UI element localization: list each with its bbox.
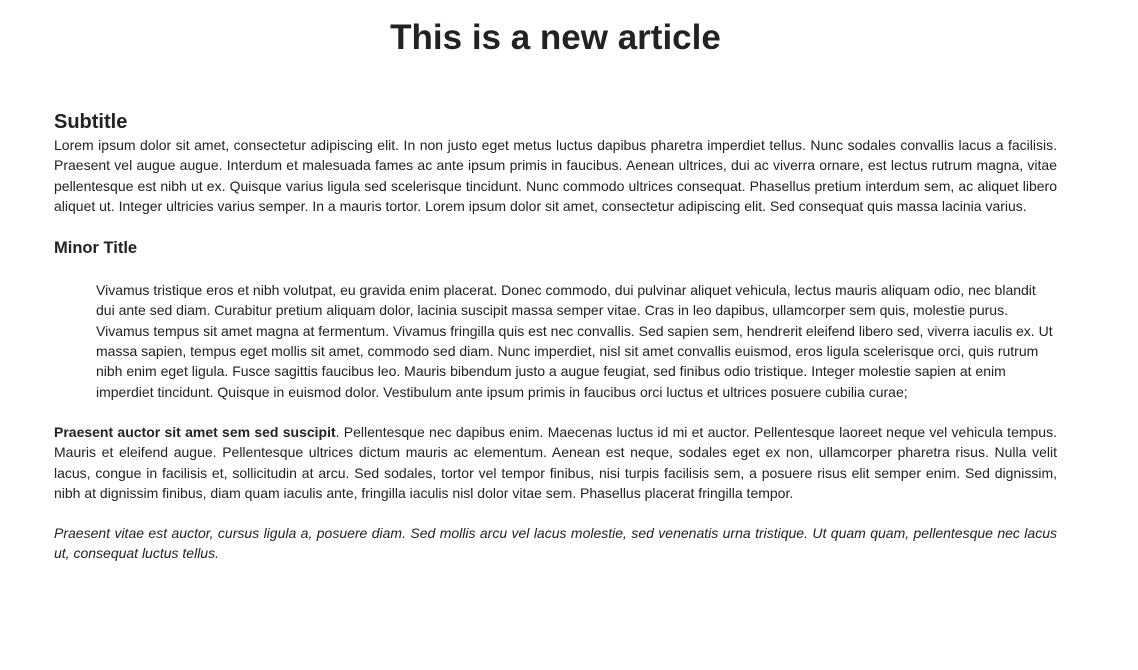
article-title: This is a new article <box>390 18 721 57</box>
paragraph-intro: Lorem ipsum dolor sit amet, consectetur adipiscing elit. In non justo eget metus luctus dapibus pharetra imperdiet tellus. Nunc sodales convallis lacus a facilisis. Praesent vel augue augue. Interdum et malesuada fames ac ante ipsum primis in faucibus. Aenean ultrices, dui ac viverra ornare, est lectus rutrum magna, vitae pellentesque est nibh ut ex. Quisque varius ligula sed scelerisque tincidunt. Nunc commodo ultrices consequat. Phasellus pretium interdum sem, ac aliquet libero aliquet ut. Integer ultricies varius semper. In a mauris tortor. Lorem ipsum dolor sit amet, consectetur adipiscing elit. Sed consequat quis massa lacinia varius. <box>54 137 1057 214</box>
paragraph-body-text: . Pellentesque nec dapibus enim. Maecenas luctus id mi et auctor. Pellentesque laoreet neque vel vehicula tempus. Mauris et eleifend augue. Pellentesque ultrices dictum mauris ac elementum. Aenean est neque, sodales eget ex non, ullamcorper pharetra risus. Nulla velit lacus, congue in facilisis et, sollicitudin at arcu. Sed sodales, tortor vel tempor finibus, nisi turpis facilisis sem, a posuere risus elit semper enim. Sed dignissim, nibh at dignissim finibus, diam quam iaculis ante, fringilla iaculis nisl dolor vitae sem. Phasellus placerat fringilla tempor. <box>54 423 1057 501</box>
blockquote: Vivamus tristique eros et nibh volutpat, eu gravida enim placerat. Donec commodo, dui pulvinar aliquet vehicula, lectus mauris aliquam odio, nec blandit dui ante sed diam. Curabitur pretium aliquam dolor, lacinia suscipit massa semper vitae. Cras in leo dapibus, ullamcorper sem quis, molestie purus. Vivamus tempus sit amet magna at fermentum. Vivamus fringilla quis est nec convallis. Sed sapien sem, hendrerit eleifend libero sed, viverra iaculis ex. Ut massa sapien, tempus eget mollis sit amet, commodo sed diam. Nunc imperdiet, nisl sit amet convallis euismod, eros ligula scelerisque orci, quis rutrum nibh enim eget ligula. Fusce sagittis faucibus leo. Mauris bibendum justo a augue feugiat, sed finibus odio tristique. Integer molestie sapien at enim imperdiet tincidunt. Quisque in euismod dolor. Vestibulum ante ipsum primis in faucibus orci luctus et ultrices posuere cubilia curae; <box>96 282 1053 400</box>
paragraph-italic: Praesent vitae est auctor, cursus ligula a, posuere diam. Sed mollis arcu vel lacus molestie, sed venenatis urna tristique. Ut quam quam, pellentesque nec lacus ut, consequat luctus tellus. <box>54 525 1057 562</box>
paragraph-bold-lead <box>54 422 1057 503</box>
minor-title: Minor Title <box>54 239 138 258</box>
article <box>54 0 1057 564</box>
article-subtitle: Subtitle <box>54 111 128 133</box>
paragraph-bold-text: Praesent auctor sit amet sem sed suscipit <box>54 423 336 440</box>
